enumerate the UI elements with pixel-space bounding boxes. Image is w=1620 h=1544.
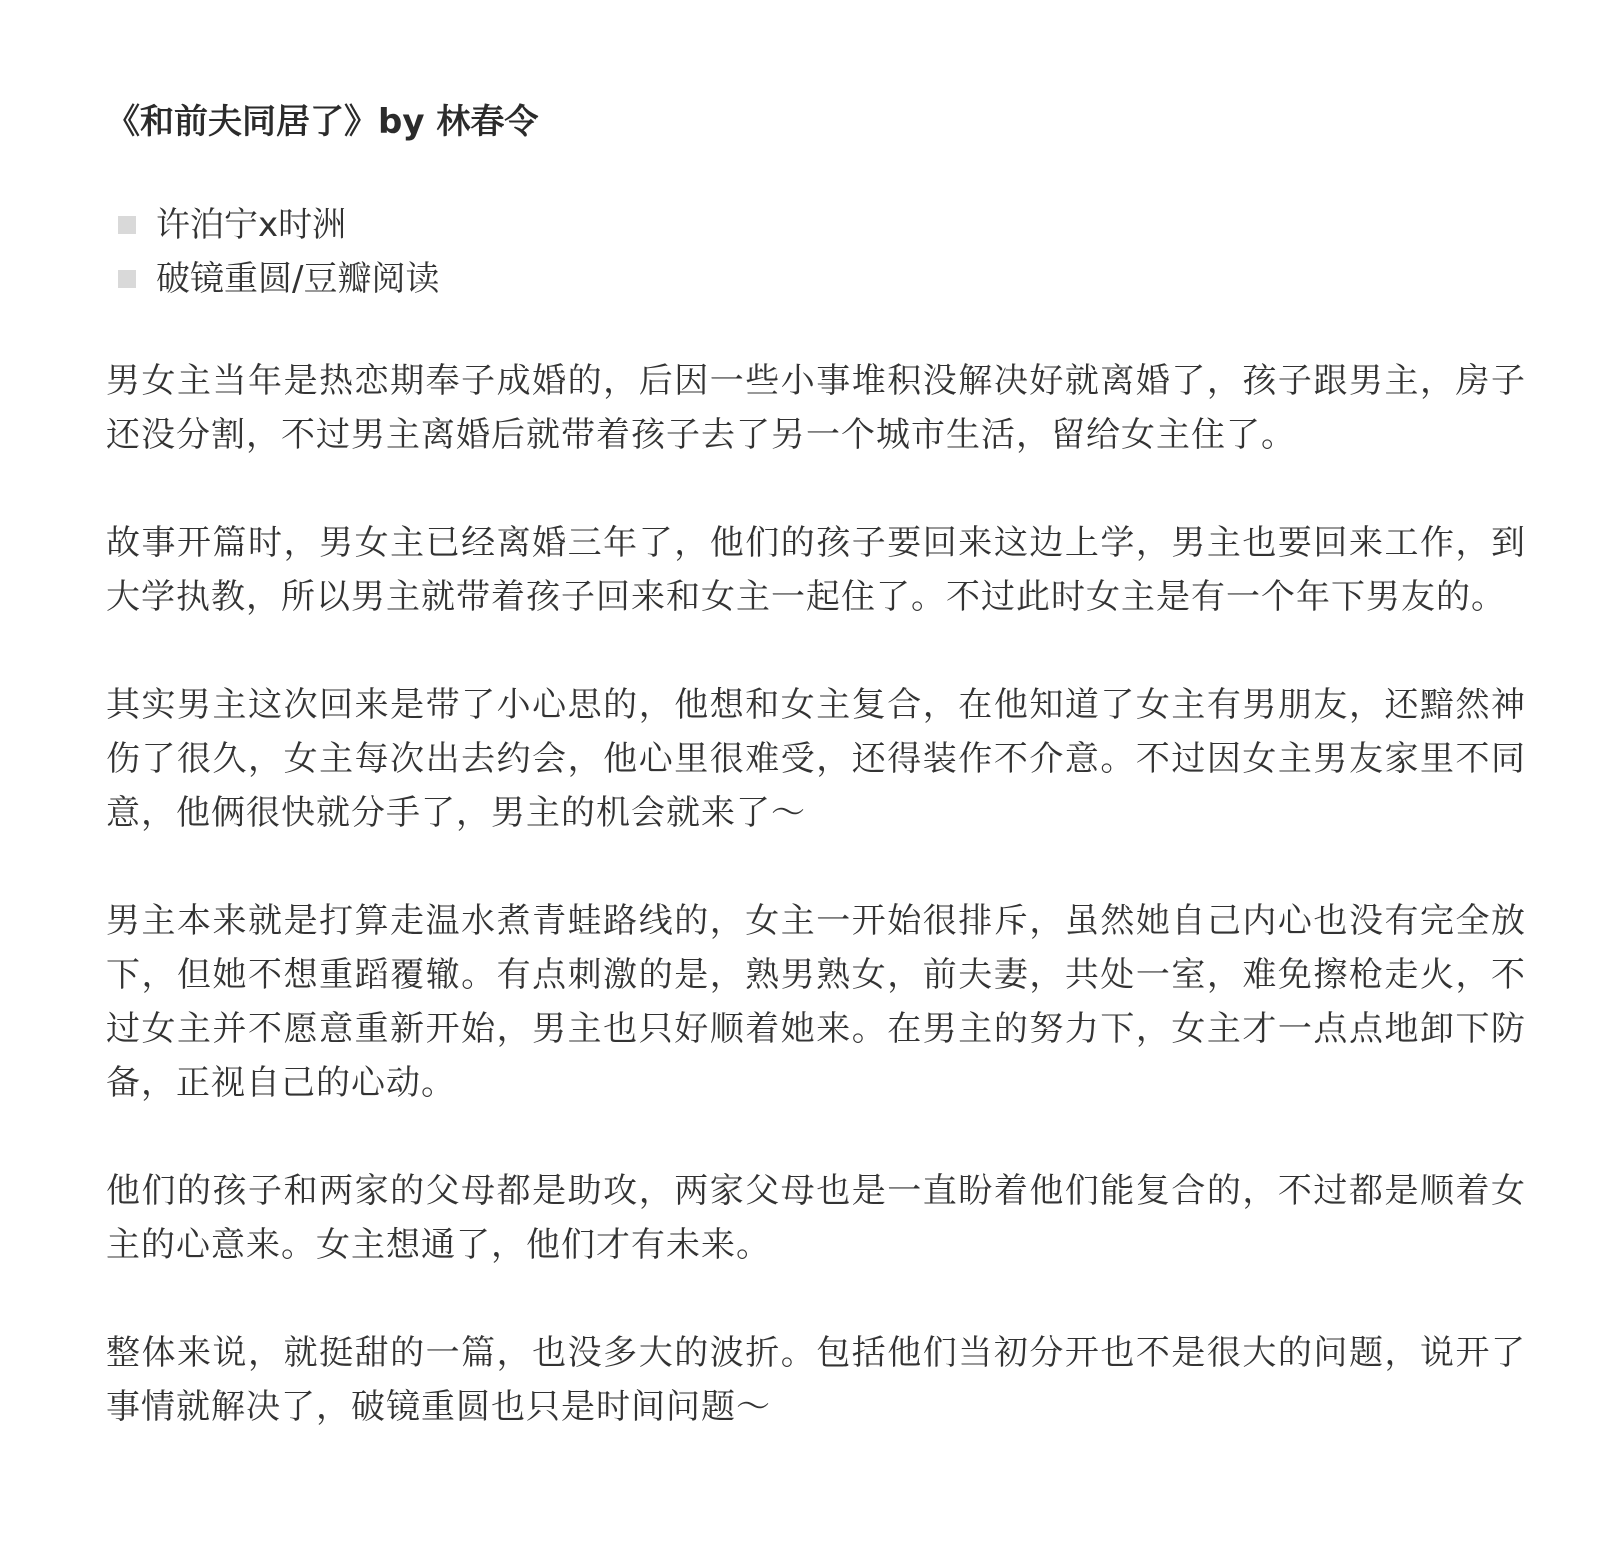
article-body — [106, 354, 1526, 1434]
paragraph: 他们的孩子和两家的父母都是助攻，两家父母也是一直盼着他们能复合的，不过都是顺着女主的心意来。女主想通了，他们才有未来。 — [106, 1171, 1526, 1265]
paragraph: 男女主当年是热恋期奉子成婚的，后因一些小事堆积没解决好就离婚了，孩子跟男主，房子还没分割，不过男主离婚后就带着孩子去了另一个城市生活，留给女主住了。 — [106, 361, 1526, 455]
square-bullet-icon — [118, 216, 136, 234]
article — [106, 96, 1526, 1488]
square-bullet-icon — [118, 270, 136, 288]
paragraph: 整体来说，就挺甜的一篇，也没多大的波折。包括他们当初分开也不是很大的问题，说开了事情就解决了，破镜重圆也只是时间问题～ — [106, 1333, 1526, 1427]
article-title: 《和前夫同居了》by 林春令 — [106, 102, 539, 142]
tag-list — [106, 198, 1526, 306]
tag-label: 许泊宁x时洲 — [156, 205, 347, 245]
tag-item — [106, 252, 1526, 306]
paragraph: 其实男主这次回来是带了小心思的，他想和女主复合，在他知道了女主有男朋友，还黯然神伤了很久，女主每次出去约会，他心里很难受，还得装作不介意。不过因女主男友家里不同意，他俩很快就分手了，男主的机会就来了～ — [106, 685, 1526, 833]
tag-item — [106, 198, 1526, 252]
tag-label: 破镜重圆/豆瓣阅读 — [156, 259, 440, 299]
paragraph: 男主本来就是打算走温水煮青蛙路线的，女主一开始很排斥，虽然她自己内心也没有完全放下，但她不想重蹈覆辙。有点刺激的是，熟男熟女，前夫妻，共处一室，难免擦枪走火，不过女主并不愿意重新开始，男主也只好顺着她来。在男主的努力下，女主才一点点地卸下防备，正视自己的心动。 — [106, 901, 1526, 1103]
paragraph: 故事开篇时，男女主已经离婚三年了，他们的孩子要回来这边上学，男主也要回来工作，到大学执教，所以男主就带着孩子回来和女主一起住了。不过此时女主是有一个年下男友的。 — [106, 523, 1526, 617]
